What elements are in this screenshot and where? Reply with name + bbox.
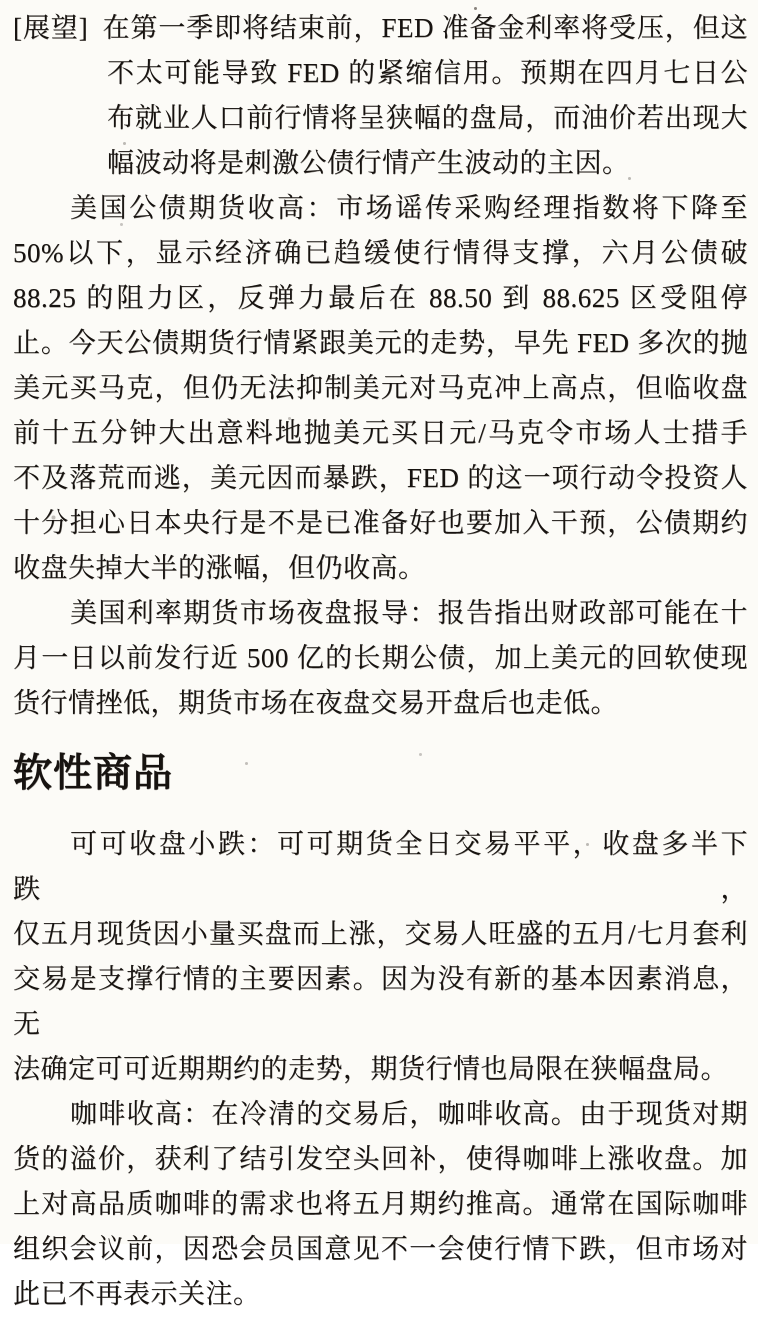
- text-line: 美元买马克，但仍无法抑制美元对马克冲上高点，但临收盘: [13, 373, 748, 403]
- text-line: 美国公债期货收高：市场谣传采购经理指数将下降至: [70, 193, 748, 223]
- text-line: 仅五月现货因小量买盘而上涨，交易人旺盛的五月/七月套利: [13, 919, 748, 949]
- text-line: 可可收盘小跌：可可期货全日交易平平，收盘多半下跌，: [13, 829, 748, 904]
- cocoa-paragraph: [13, 822, 748, 1092]
- us-bond-futures-paragraph: [13, 186, 748, 591]
- text-line: 88.25 的阻力区，反弹力最后在 88.50 到 88.625 区受阻停: [13, 283, 748, 313]
- outlook-label: [展望]: [13, 13, 89, 43]
- text-line: 交易是支撑行情的主要因素。因为没有新的基本因素消息，无: [13, 964, 748, 1039]
- text-line: 月一日以前发行近 500 亿的长期公债，加上美元的回软使现: [13, 643, 748, 673]
- us-rate-futures-night-paragraph: [13, 591, 748, 726]
- text-line: 美国利率期货市场夜盘报导：报告指出财政部可能在十: [70, 598, 748, 628]
- text-line: 前十五分钟大出意料地抛美元买日元/马克令市场人士措手: [13, 418, 748, 448]
- text-line: 收盘失掉大半的涨幅，但仍收高。: [13, 553, 426, 583]
- text-line: 咖啡收高：在冷清的交易后，咖啡收高。由于现货对期: [70, 1099, 748, 1129]
- text-line: 法确定可可近期期约的走势，期货行情也局限在狭幅盘局。: [13, 1054, 728, 1084]
- scan-speckles: [0, 0, 3, 3]
- text-line: [13, 6, 748, 51]
- text-line: 货行情挫低，期货市场在夜盘交易开盘后也走低。: [13, 688, 618, 718]
- text-line: 组织会议前，因恐会员国意见不一会使行情下跌，但市场对: [13, 1234, 748, 1264]
- text-line: 此已不再表示关注。: [13, 1279, 261, 1309]
- outlook-paragraph: [13, 6, 748, 186]
- text-line: 货的溢价，获利了结引发空头回补，使得咖啡上涨收盘。加: [13, 1144, 748, 1174]
- text-line: 不太可能导致 FED 的紧缩信用。预期在四月七日公: [107, 58, 748, 88]
- coffee-paragraph: [13, 1092, 748, 1317]
- text-line: 50%以下，显示经济确已趋缓使行情得支撑，六月公债破: [13, 238, 748, 268]
- text-line: 不及落荒而逃，美元因而暴跌，FED 的这一项行动令投资人: [13, 463, 748, 493]
- text-line-content: 在第一季即将结束前，FED 准备金利率将受压，但这: [102, 13, 748, 43]
- text-line: 幅波动将是刺激公债行情产生波动的主因。: [107, 148, 630, 178]
- section-heading-soft-commodities: 软性商品: [13, 752, 174, 795]
- text-line: 布就业人口前行情将呈狭幅的盘局，而油价若出现大: [107, 103, 748, 133]
- text-line: 止。今天公债期货行情紧跟美元的走势，早先 FED 多次的抛: [13, 328, 748, 358]
- text-line: 上对高品质咖啡的需求也将五月期约推高。通常在国际咖啡: [13, 1189, 748, 1219]
- text-line: 十分担心日本央行是不是已准备好也要加入干预，公债期约: [13, 508, 748, 538]
